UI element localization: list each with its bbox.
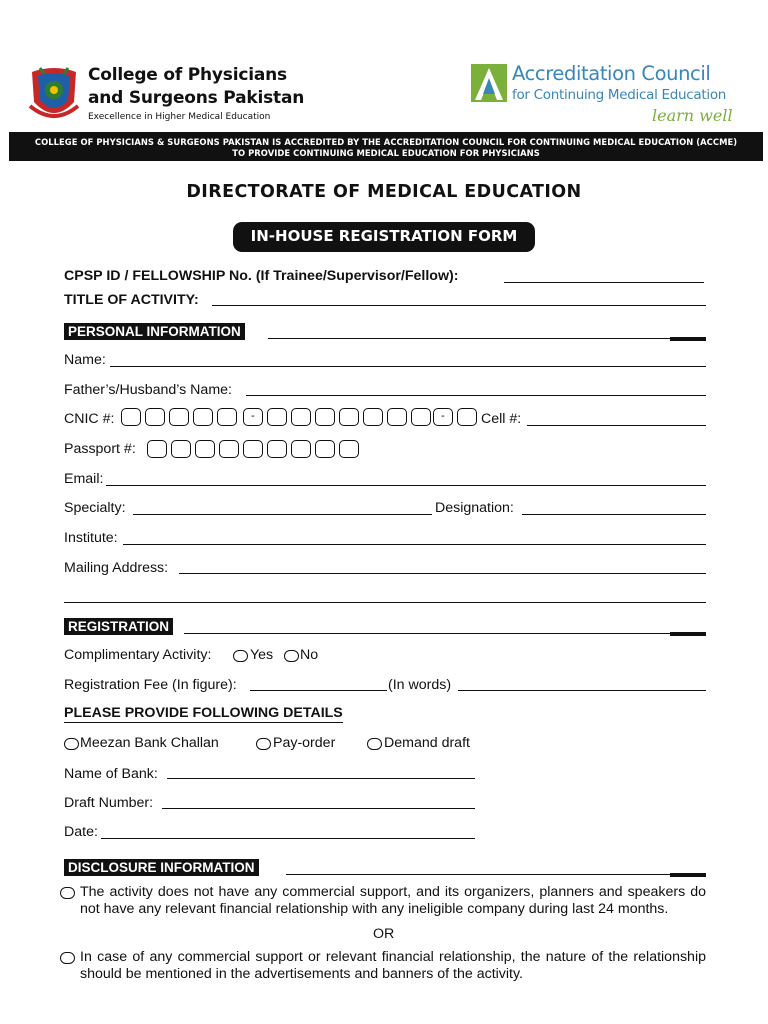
- section-rule: [286, 874, 670, 875]
- cnic-digit-box[interactable]: [411, 408, 431, 426]
- disclosure-option1-checkbox[interactable]: [60, 887, 75, 899]
- demand-draft-checkbox[interactable]: [367, 738, 382, 750]
- disclosure-option2-checkbox[interactable]: [60, 952, 75, 964]
- section-rule-cap: [670, 873, 706, 877]
- passport-char-box[interactable]: [147, 440, 167, 458]
- mailing-address-field[interactable]: [179, 573, 706, 574]
- cnic-dash-box: -: [433, 408, 453, 426]
- form-title-badge: [233, 222, 535, 252]
- date-field[interactable]: [101, 838, 475, 839]
- pay-order-label: Pay-order: [273, 735, 336, 751]
- cnic-label: CNIC #:: [64, 411, 115, 427]
- section-registration: REGISTRATION: [64, 618, 173, 635]
- designation-label: Designation:: [435, 500, 514, 516]
- passport-char-box[interactable]: [219, 440, 239, 458]
- meezan-checkbox[interactable]: [64, 738, 79, 750]
- complimentary-yes-checkbox[interactable]: [233, 650, 248, 662]
- section-disclosure: DISCLOSURE INFORMATION: [64, 859, 259, 876]
- passport-char-box[interactable]: [315, 440, 335, 458]
- cnic-digit-box[interactable]: [291, 408, 311, 426]
- section-rule-cap: [670, 337, 706, 341]
- section-personal-information: PERSONAL INFORMATION: [64, 323, 245, 340]
- section-rule: [268, 338, 670, 339]
- bank-name-field[interactable]: [167, 778, 475, 779]
- directorate-title: DIRECTORATE OF MEDICAL EDUCATION: [186, 182, 582, 202]
- cnic-digit-box[interactable]: [217, 408, 237, 426]
- section-rule: [184, 633, 670, 634]
- institute-field[interactable]: [123, 544, 706, 545]
- fee-figure-field[interactable]: [250, 690, 387, 691]
- specialty-field[interactable]: [133, 514, 432, 515]
- cnic-digit-box[interactable]: [267, 408, 287, 426]
- complimentary-no-checkbox[interactable]: [284, 650, 299, 662]
- passport-char-box[interactable]: [171, 440, 191, 458]
- form-title: IN-HOUSE REGISTRATION FORM: [250, 227, 518, 245]
- institute-label: Institute:: [64, 530, 118, 546]
- name-label: Name:: [64, 352, 106, 368]
- accreditation-banner: [9, 132, 763, 161]
- disclosure-or: OR: [373, 926, 395, 942]
- banner-line2: TO PROVIDE CONTINUING MEDICAL EDUCATION FOR PHYSICIANS: [232, 148, 540, 158]
- section-rule-cap: [670, 632, 706, 636]
- disclosure-option1-text: The activity does not have any commercial support, and its organizers, planners and speakers do not have any relevant financial relationship with any ineligible company during last 24 months.: [80, 884, 706, 917]
- accme-subtitle: for Continuing Medical Education: [512, 87, 727, 103]
- accme-slogan: learn well: [652, 106, 733, 125]
- mailing-address-field-line2[interactable]: [64, 602, 706, 603]
- cnic-digit-box[interactable]: [169, 408, 189, 426]
- meezan-label: Meezan Bank Challan: [80, 735, 219, 751]
- cnic-digit-box[interactable]: [339, 408, 359, 426]
- father-husband-label: Father’s/Husband’s Name:: [64, 382, 232, 398]
- fee-words-field[interactable]: [458, 690, 706, 691]
- cnic-digit-box[interactable]: [145, 408, 165, 426]
- cpsp-id-field[interactable]: [504, 282, 704, 283]
- email-label: Email:: [64, 471, 104, 487]
- cpsp-name-line2: and Surgeons Pakistan: [88, 88, 305, 108]
- accme-logo-icon: [471, 64, 507, 102]
- passport-char-box[interactable]: [195, 440, 215, 458]
- title-of-activity-label: TITLE OF ACTIVITY:: [64, 292, 199, 308]
- title-of-activity-field[interactable]: [212, 305, 706, 306]
- cnic-digit-box[interactable]: [315, 408, 335, 426]
- passport-char-box[interactable]: [291, 440, 311, 458]
- passport-char-box[interactable]: [267, 440, 287, 458]
- email-field[interactable]: [106, 485, 706, 486]
- banner-line1: COLLEGE OF PHYSICIANS & SURGEONS PAKISTAN IS ACCREDITED BY THE ACCREDITATION COUNCIL FOR CONTINUING MEDICAL EDUCATION (ACCME): [34, 137, 738, 147]
- disclosure-option2-text: In case of any commercial support or relevant financial relationship, the nature of the relationship should be mentioned in the advertisements and banners of the activity.: [80, 949, 706, 982]
- accme-title: Accreditation Council: [512, 62, 711, 85]
- cell-label: Cell #:: [481, 411, 522, 427]
- cpsp-tagline: Execellence in Higher Medical Education: [88, 112, 271, 122]
- cnic-dash-box: -: [243, 408, 263, 426]
- pay-order-checkbox[interactable]: [256, 738, 271, 750]
- mailing-address-label: Mailing Address:: [64, 560, 169, 576]
- designation-field[interactable]: [522, 514, 706, 515]
- fee-figure-label: Registration Fee (In figure):: [64, 677, 237, 693]
- name-field[interactable]: [110, 366, 706, 367]
- cnic-digit-box[interactable]: [121, 408, 141, 426]
- cnic-digit-box[interactable]: [363, 408, 383, 426]
- cell-field[interactable]: [527, 425, 706, 426]
- specialty-label: Specialty:: [64, 500, 126, 516]
- passport-char-box[interactable]: [243, 440, 263, 458]
- complimentary-no-label: No: [300, 647, 319, 663]
- complimentary-label: Complimentary Activity:: [64, 647, 212, 663]
- demand-draft-label: Demand draft: [384, 735, 470, 751]
- cpsp-id-label: CPSP ID / FELLOWSHIP No. (If Trainee/Supervisor/Fellow):: [64, 268, 459, 284]
- cnic-digit-box[interactable]: [387, 408, 407, 426]
- details-heading: PLEASE PROVIDE FOLLOWING DETAILS: [64, 705, 343, 721]
- cnic-digit-box[interactable]: [457, 408, 477, 426]
- draft-number-label: Draft Number:: [64, 795, 154, 811]
- date-label: Date:: [64, 824, 98, 840]
- cnic-digit-box[interactable]: [193, 408, 213, 426]
- passport-char-box[interactable]: [339, 440, 359, 458]
- complimentary-yes-label: Yes: [250, 647, 274, 663]
- passport-label: Passport #:: [64, 441, 136, 457]
- cpsp-name-line1: College of Physicians: [88, 65, 287, 85]
- father-husband-field[interactable]: [246, 395, 706, 396]
- fee-words-label: (In words): [388, 677, 452, 693]
- bank-name-label: Name of Bank:: [64, 766, 158, 782]
- draft-number-field[interactable]: [162, 808, 475, 809]
- cpsp-crest-logo: [28, 66, 80, 122]
